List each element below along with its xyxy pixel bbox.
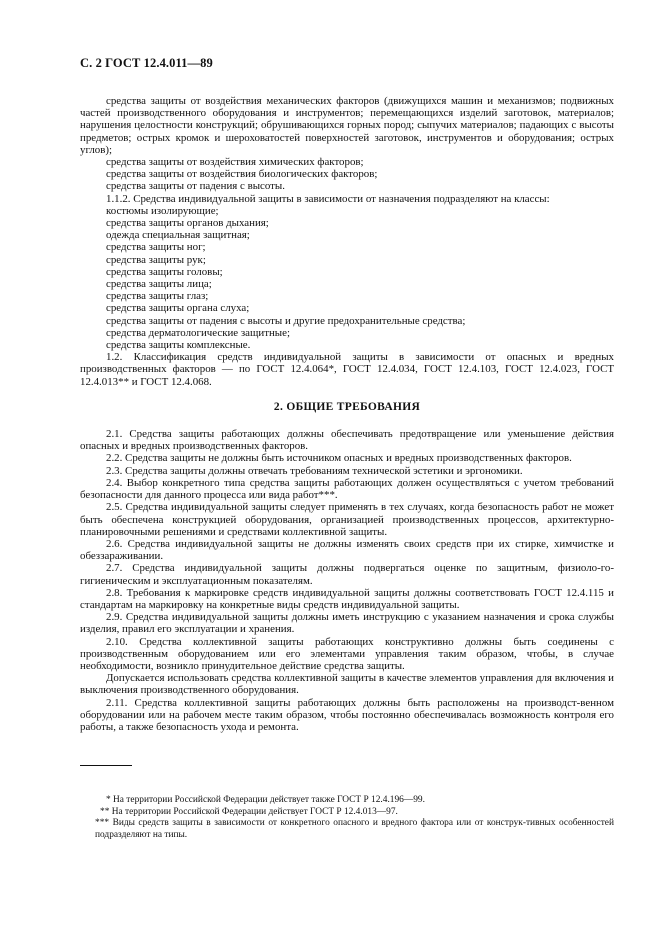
list-item: средства защиты органа слуха; xyxy=(106,302,250,315)
list-item: средства защиты головы; xyxy=(106,265,223,278)
footnote: *** Виды средств защиты в зависимости от конкретного опасного и вредного фактора или от конструк-тивных особенностей подразделяют на типы. xyxy=(95,818,614,840)
list-item: средства защиты органов дыхания; xyxy=(106,217,269,230)
clause-1-1-2 xyxy=(80,193,614,205)
paragraph: 2.10. Средства коллективной защиты работающих конструктивно должны быть соединены с производственным оборудованием или его элементами управления таким образом, чтобы, в случае необходимости, возникло принудительное действие средства защиты. xyxy=(80,635,614,672)
list-item: средства защиты от воздействия химических факторов; xyxy=(106,156,364,169)
clause-text: 1.2. Классификация средств индивидуальной защиты в зависимости от опасных и вредных производственных факторов — по ГОСТ 12.4.064*, ГОСТ 12.4.034, ГОСТ 12.4.103, ГОСТ 12.4.023, ГОСТ 12.4.013** и ГОСТ 12.4.068. xyxy=(80,351,614,388)
paragraph: 2.6. Средства индивидуальной защиты не должны изменять своих средств при их стирке, химчистке и обеззараживании. xyxy=(80,537,614,563)
list-item: средства защиты от воздействия биологических факторов; xyxy=(106,168,378,181)
list-item: средства защиты от падения с высоты и другие предохранительные средства; xyxy=(106,314,466,327)
document-body xyxy=(80,95,614,733)
footnote: * На территории Российской Федерации действует также ГОСТ Р 12.4.196—99. xyxy=(106,795,425,805)
intro-list xyxy=(80,156,614,193)
paragraph: 2.1. Средства защиты работающих должны обеспечивать предотвращение или уменьшение действия опасных и вредных производственных факторов. xyxy=(80,428,614,453)
list-item: средства защиты ног; xyxy=(106,241,206,254)
paragraph: 2.9. Средства индивидуальной защиты должны иметь инструкцию с указанием назначения и срока службы изделия, правил его эксплуатации и хранения. xyxy=(80,611,614,636)
list-item: средства защиты лица; xyxy=(106,278,212,291)
page-header: С. 2 ГОСТ 12.4.011—89 xyxy=(80,56,213,70)
paragraph: Допускается использовать средства коллективной защиты в качестве элементов управления для включения и выключения производственного оборудования. xyxy=(80,672,614,697)
paragraph: 2.4. Выбор конкретного типа средства защиты работающих должен осуществляться с учетом требований безопасности для данного процесса или вида работ***. xyxy=(80,476,614,502)
paragraph: 2.11. Средства коллективной защиты работающих должны быть расположены на производст-венном оборудовании или на рабочем месте таким образом, чтобы постоянно обеспечивалась возможность контроля его работы, а также безопасность ухода и ремонта. xyxy=(80,696,614,733)
section-title: 2. ОБЩИЕ ТРЕБОВАНИЯ xyxy=(273,400,421,413)
clause-text: 1.1.2. Средства индивидуальной защиты в зависимости от назначения подразделяют на классы: xyxy=(106,192,550,205)
paragraph: 2.3. Средства защиты должны отвечать требованиям технической эстетики и эргономики. xyxy=(106,464,523,477)
list-item: средства защиты от падения с высоты. xyxy=(106,180,285,193)
footnote: ** На территории Российской Федерации действует ГОСТ Р 12.4.013—97. xyxy=(100,806,398,817)
list-item: средства защиты комплексные. xyxy=(106,339,251,352)
paragraph: средства защиты от воздействия механических факторов (движущихся машин и механизмов; подвижных частей производственного оборудования и инструментов; перемещающихся изделий заготовок, материалов; нарушения целостности конструкций; обрушивающихся горных пород; сыпучих материалов; падающих с высоты предметов; острых кромок и шероховатостей поверхностей заготовок, инструментов и оборудования; острых углов); xyxy=(80,95,614,156)
paragraph: 2.5. Средства индивидуальной защиты следует применять в тех случаях, когда безопасность работ не может быть обеспечена конструкцией оборудования, организацией производственных процессов, архитектурно-планировочными решениями и средствами коллективной защиты. xyxy=(80,501,614,538)
paragraph: 2.2. Средства защиты не должны быть источником опасных и вредных производственных факторов. xyxy=(106,452,572,465)
footnote-divider xyxy=(80,765,132,766)
list-item: средства защиты глаз; xyxy=(106,290,209,303)
list-item: средства защиты рук; xyxy=(106,253,206,266)
list-item: средства дерматологические защитные; xyxy=(106,326,290,339)
classes-list xyxy=(80,205,614,351)
paragraph: 2.7. Средства индивидуальной защиты должны подвергаться оценке по защитным, физиоло-го-гигиеническим и эксплуатационным показателям. xyxy=(80,562,614,587)
clause-1-2 xyxy=(80,351,614,388)
footnotes xyxy=(80,795,614,841)
intro-block xyxy=(80,95,614,156)
list-item: костюмы изолирующие; xyxy=(106,204,219,217)
section-2-body xyxy=(80,428,614,733)
list-item: одежда специальная защитная; xyxy=(106,229,250,242)
paragraph: 2.8. Требования к маркировке средств индивидуальной защиты должны соответствовать ГОСТ 12.4.115 и стандартам на маркировку на конкретные виды средств индивидуальной защиты. xyxy=(80,586,614,611)
